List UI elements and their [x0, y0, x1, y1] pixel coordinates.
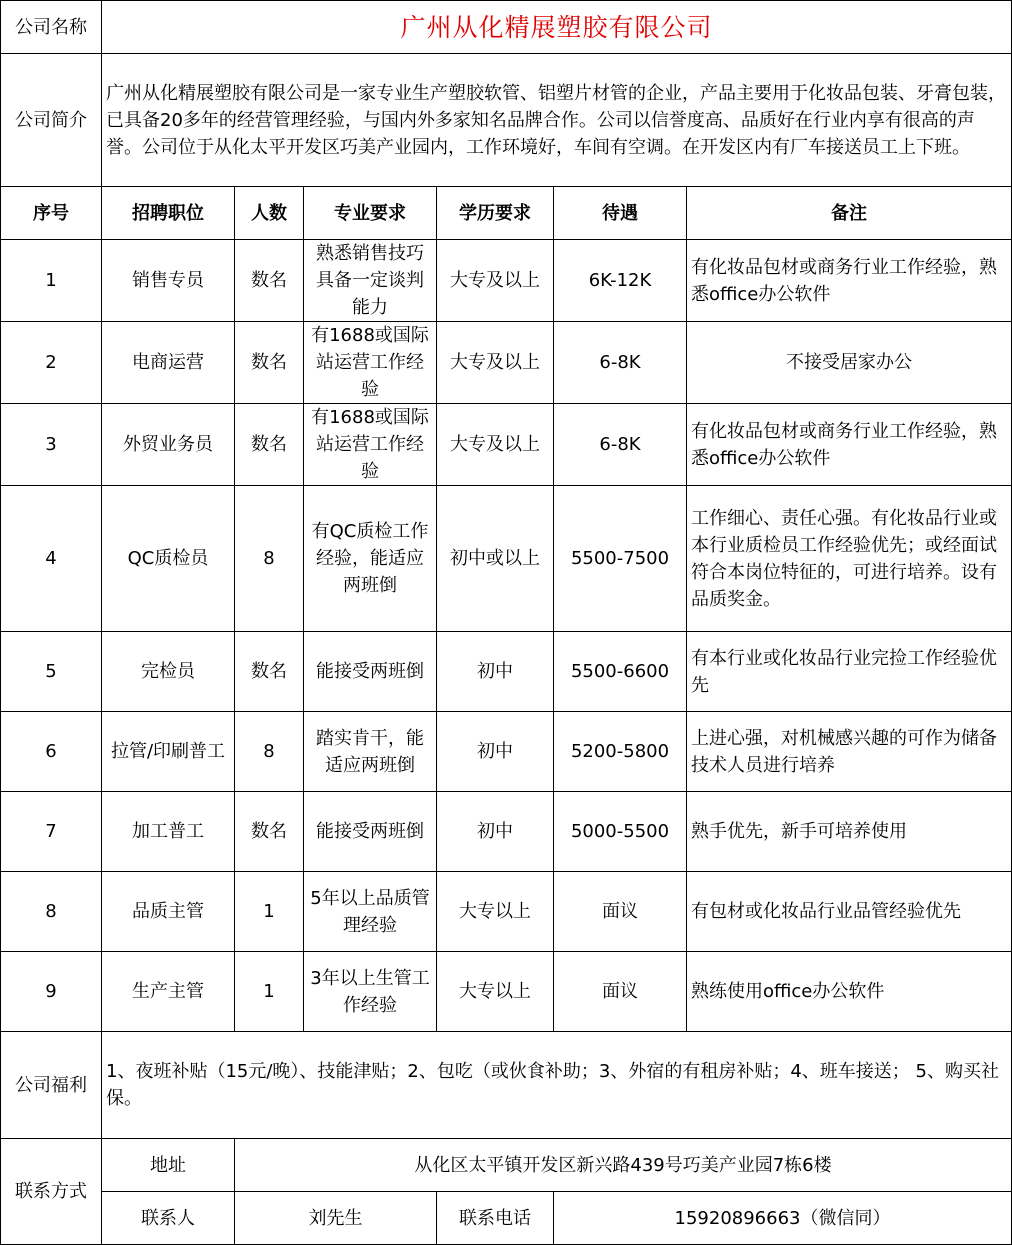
address-label: 地址: [102, 1139, 235, 1192]
benefits-row: [1, 1032, 1012, 1139]
row-major: 熟悉销售技巧具备一定谈判能力: [304, 240, 437, 322]
row-note: 有化妆品包材或商务行业工作经验，熟悉office办公软件: [687, 240, 1012, 322]
contact-label: 联系方式: [1, 1139, 102, 1245]
company-intro-row: [1, 54, 1012, 187]
contact-address-row: [1, 1139, 1012, 1192]
company-intro: 广州从化精展塑胶有限公司是一家专业生产塑胶软管、铝塑片材管的企业，产品主要用于化妆品包装、牙膏包装，已具备20多年的经营管理经验，与国内外多家知名品牌合作。公司以信誉度高、品质好在行业内享有很高的声誉。公司位于从化太平开发区巧美产业园内，工作环境好，车间有空调。在开发区内有厂车接送员工上下班。: [102, 54, 1012, 187]
table-row: [1, 404, 1012, 486]
row-note: 有化妆品包材或商务行业工作经验，熟悉office办公软件: [687, 404, 1012, 486]
row-pay: 5000-5500: [554, 792, 687, 872]
header-position: 招聘职位: [102, 187, 235, 240]
row-no: 8: [1, 872, 102, 952]
row-position: 生产主管: [102, 952, 235, 1032]
header-major: 专业要求: [304, 187, 437, 240]
row-position: 品质主管: [102, 872, 235, 952]
row-no: 9: [1, 952, 102, 1032]
row-pay: 5500-7500: [554, 486, 687, 632]
row-note: 有本行业或化妆品行业完捡工作经验优先: [687, 632, 1012, 712]
table-row: [1, 792, 1012, 872]
table-row: [1, 872, 1012, 952]
row-note: 工作细心、责任心强。有化妆品行业或本行业质检员工作经验优先；或经面试符合本岗位特征的，可进行培养。设有品质奖金。: [687, 486, 1012, 632]
row-major: 3年以上生管工作经验: [304, 952, 437, 1032]
table-row: [1, 712, 1012, 792]
table-row: [1, 632, 1012, 712]
company-intro-label: 公司简介: [1, 54, 102, 187]
row-major: 有1688或国际站运营工作经验: [304, 404, 437, 486]
row-education: 大专以上: [437, 872, 554, 952]
row-major: 有1688或国际站运营工作经验: [304, 322, 437, 404]
row-count: 1: [235, 872, 304, 952]
row-major: 踏实肯干，能适应两班倒: [304, 712, 437, 792]
row-count: 数名: [235, 404, 304, 486]
row-major: 5年以上品质管理经验: [304, 872, 437, 952]
company-name: 广州从化精展塑胶有限公司: [102, 1, 1012, 54]
row-note: 不接受居家办公: [687, 322, 1012, 404]
row-position: 电商运营: [102, 322, 235, 404]
row-count: 8: [235, 712, 304, 792]
row-position: 加工普工: [102, 792, 235, 872]
row-education: 大专及以上: [437, 322, 554, 404]
benefits-label: 公司福利: [1, 1032, 102, 1139]
row-count: 8: [235, 486, 304, 632]
row-no: 5: [1, 632, 102, 712]
benefits-text: 1、夜班补贴（15元/晚）、技能津贴；2、包吃（或伙食补助；3、外宿的有租房补贴；4、班车接送； 5、购买社保。: [102, 1032, 1012, 1139]
row-position: 拉管/印刷普工: [102, 712, 235, 792]
table-row: [1, 240, 1012, 322]
row-position: QC质检员: [102, 486, 235, 632]
row-count: 数名: [235, 240, 304, 322]
row-major: 能接受两班倒: [304, 632, 437, 712]
row-education: 初中或以上: [437, 486, 554, 632]
header-no: 序号: [1, 187, 102, 240]
row-no: 3: [1, 404, 102, 486]
row-no: 6: [1, 712, 102, 792]
contact-person-value: 刘先生: [235, 1192, 437, 1245]
row-education: 大专以上: [437, 952, 554, 1032]
row-no: 2: [1, 322, 102, 404]
row-no: 1: [1, 240, 102, 322]
row-no: 7: [1, 792, 102, 872]
contact-person-row: [1, 1192, 1012, 1245]
table-row: [1, 322, 1012, 404]
address-value: 从化区太平镇开发区新兴路439号巧美产业园7栋6楼: [235, 1139, 1012, 1192]
row-major: 有QC质检工作经验，能适应两班倒: [304, 486, 437, 632]
table-row: [1, 952, 1012, 1032]
row-pay: 面议: [554, 952, 687, 1032]
row-pay: 6K-12K: [554, 240, 687, 322]
row-note: 熟手优先，新手可培养使用: [687, 792, 1012, 872]
row-count: 数名: [235, 322, 304, 404]
table-header-row: [1, 187, 1012, 240]
row-position: 完检员: [102, 632, 235, 712]
row-major: 能接受两班倒: [304, 792, 437, 872]
row-note: 有包材或化妆品行业品管经验优先: [687, 872, 1012, 952]
phone-value: 15920896663（微信同）: [554, 1192, 1012, 1245]
row-note: 熟练使用office办公软件: [687, 952, 1012, 1032]
row-education: 初中: [437, 632, 554, 712]
row-note: 上进心强，对机械感兴趣的可作为储备技术人员进行培养: [687, 712, 1012, 792]
row-education: 初中: [437, 712, 554, 792]
row-pay: 5200-5800: [554, 712, 687, 792]
row-pay: 6-8K: [554, 404, 687, 486]
company-name-label: 公司名称: [1, 1, 102, 54]
row-count: 数名: [235, 792, 304, 872]
row-pay: 5500-6600: [554, 632, 687, 712]
header-education: 学历要求: [437, 187, 554, 240]
row-pay: 面议: [554, 872, 687, 952]
row-education: 初中: [437, 792, 554, 872]
row-pay: 6-8K: [554, 322, 687, 404]
row-count: 数名: [235, 632, 304, 712]
row-education: 大专及以上: [437, 404, 554, 486]
header-count: 人数: [235, 187, 304, 240]
row-position: 销售专员: [102, 240, 235, 322]
company-name-row: [1, 1, 1012, 54]
contact-person-label: 联系人: [102, 1192, 235, 1245]
row-count: 1: [235, 952, 304, 1032]
row-education: 大专及以上: [437, 240, 554, 322]
table-row: [1, 486, 1012, 632]
row-position: 外贸业务员: [102, 404, 235, 486]
header-pay: 待遇: [554, 187, 687, 240]
header-note: 备注: [687, 187, 1012, 240]
row-no: 4: [1, 486, 102, 632]
phone-label: 联系电话: [437, 1192, 554, 1245]
